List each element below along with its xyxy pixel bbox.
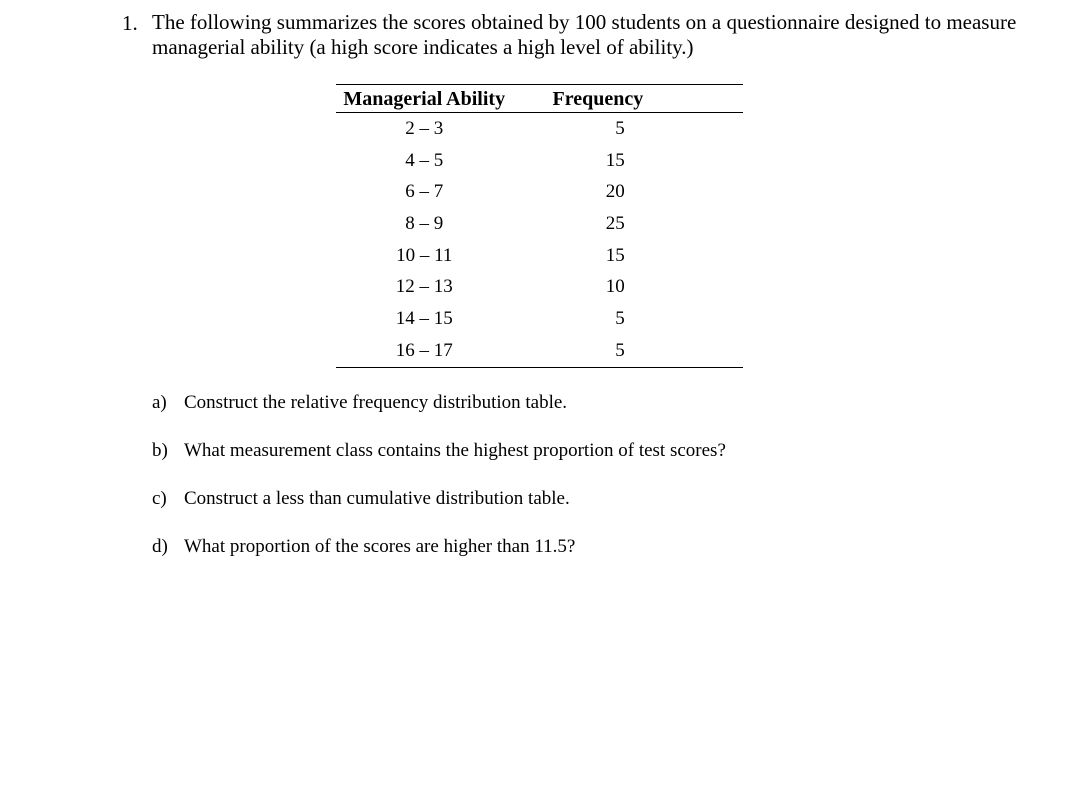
table-row [336,113,743,145]
ability-cell: 8 – 9 [405,212,444,234]
ability-cell: 4 – 5 [405,149,444,171]
spacer-cell [651,208,743,240]
part-text: Construct the relative frequency distribution table. [184,392,568,413]
frequency-table [336,84,743,368]
header-managerial-ability: Managerial Ability [343,87,506,110]
spacer-cell [651,145,743,177]
question-text: The following summarizes the scores obtained by 100 students on a questionnaire designed to measure managerial ability (a high score indicates a high level of ability.) [152,10,1017,59]
spacer-cell [651,113,743,145]
spacer-cell [651,271,743,303]
part-d [152,536,726,584]
ability-cell: 12 – 13 [395,276,453,298]
table-row [336,208,743,240]
part-text: Construct a less than cumulative distribution table. [184,488,570,509]
spacer-cell [651,176,743,208]
part-a [152,392,726,440]
frequency-cell: 15 [605,244,625,266]
frequency-cell: 5 [615,117,625,139]
question-number: 1. [122,11,138,35]
part-letter: d) [152,536,168,557]
frequency-cell: 5 [615,307,625,329]
ability-cell: 6 – 7 [405,181,444,203]
part-letter: b) [152,440,168,461]
spacer-cell [651,240,743,272]
spacer-cell [651,303,743,335]
part-text: What measurement class contains the highest proportion of test scores? [184,440,726,461]
ability-cell: 2 – 3 [405,117,444,139]
ability-cell: 14 – 15 [395,307,453,329]
table-row [336,335,743,367]
header-spacer [651,85,743,113]
question-parts [152,392,726,584]
frequency-cell: 20 [605,181,625,203]
table-row [336,240,743,272]
table-row [336,303,743,335]
table-row [336,271,743,303]
frequency-cell: 5 [615,339,625,361]
header-frequency: Frequency [552,87,644,110]
part-b [152,440,726,488]
frequency-cell: 10 [605,276,625,298]
part-letter: a) [152,392,167,413]
ability-cell: 10 – 11 [396,244,453,266]
frequency-cell: 15 [605,149,625,171]
frequency-cell: 25 [605,212,625,234]
table-header-row [336,85,743,113]
part-text: What proportion of the scores are higher than 11.5? [184,536,576,557]
table-row [336,145,743,177]
part-c [152,488,726,536]
ability-cell: 16 – 17 [395,339,453,361]
part-letter: c) [152,488,167,509]
table-row [336,176,743,208]
spacer-cell [651,335,743,367]
